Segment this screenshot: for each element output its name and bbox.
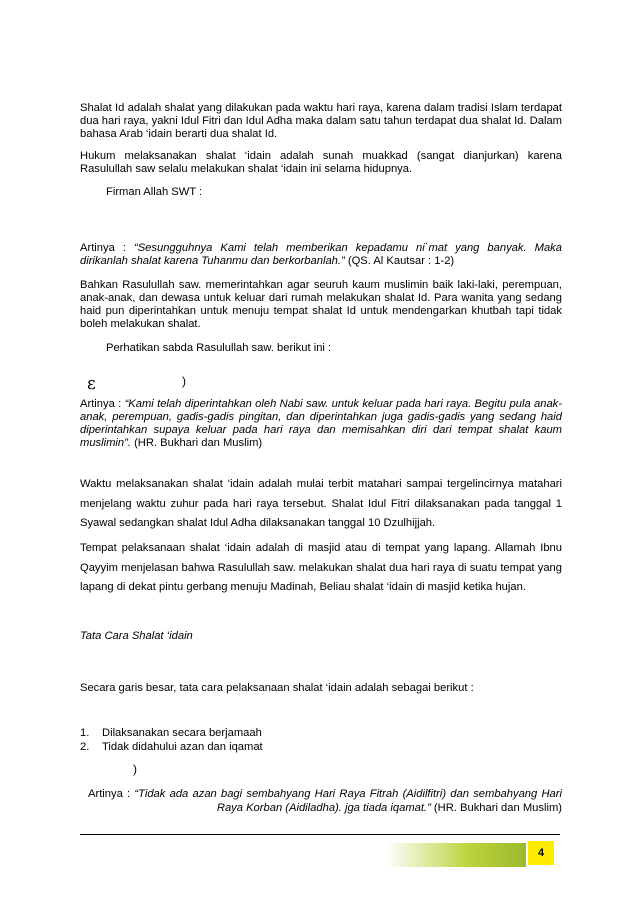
artinya-source: (HR. Bukhari dan Muslim) <box>130 437 263 449</box>
perhatikan-label: Perhatikan sabda Rasulullah saw. berikut ini : <box>106 342 332 354</box>
artinya-quote: “Sesungguhnya Kami telah memberikan kepadamu ni`mat yang banyak. Maka dirikanlah shalat karena Tuhanmu dan berkorbanlah.” <box>80 242 562 267</box>
firman-label: Firman Allah SWT : <box>106 186 203 198</box>
artinya-prefix: Artinya : <box>80 398 125 410</box>
artinya-prefix: Artinya : <box>88 788 135 800</box>
page-number: 4 <box>528 841 554 865</box>
list-text: Dilaksanakan secara berjamaah <box>102 727 262 739</box>
list-number: 1. <box>80 727 90 739</box>
list-text: Tidak didahului azan dan iqamat <box>102 741 263 753</box>
arabic-fragment-paren: ) <box>133 762 137 776</box>
list-number: 2. <box>80 741 90 753</box>
tata-cara-intro: Secara garis besar, tata cara pelaksanaan shalat ‘idain adalah sebagai berikut : <box>80 682 474 694</box>
waktu-paragraph: Waktu melaksanakan shalat ‘idain adalah mulai terbit matahari sampai tergelincirnya matahari menjelang waktu zuhur pada hari raya tersebut. Shalat Idul Fitri dilaksanakan pada tanggal 1 Syawal sedangkan shalat Idul Adha dilaksanakan tanggal 10 Dzulhijjah. <box>80 478 562 529</box>
artinya-source: (HR. Bukhari dan Muslim) <box>430 802 562 814</box>
artinya-quote: “Tidak ada azan bagi sembahyang Hari Raya Fitrah (Aidilfitri) dan sembahyang Hari Raya Korban (Aidiladha). jga tiada iqamat.” <box>134 788 562 814</box>
intro-paragraph: Shalat Id adalah shalat yang dilakukan pada waktu hari raya, karena dalam tradisi Islam terdapat dua hari raya, yakni Idul Fitri dan Idul Adha maka dalam satu tahun terdapat dua shalat Id. Dalam bahasa Arab ‘idain berarti dua shalat Id. <box>80 102 562 140</box>
artinya-source: (QS. Al Kautsar : 1-2) <box>344 255 455 267</box>
list-item <box>80 727 262 740</box>
artinya-hadith <box>80 398 562 450</box>
artinya-quote: “Kami telah diperintahkan oleh Nabi saw. untuk keluar pada hari raya. Begitu pula anak-anak, perempuan, gadis-gadis pingitan, dan diperintahkan juga gadis-gadis yang sedang haid diperintahkan supaya keluar pada hari raya dan memisahkan diri dari tempat shalat kaum muslimin”. <box>80 398 562 449</box>
artinya-prefix: Artinya : <box>80 242 134 254</box>
arabic-fragment-paren: ) <box>182 374 186 388</box>
section-heading: Tata Cara Shalat ‘idain <box>80 630 193 642</box>
arabic-fragment-glyph: ε <box>87 374 96 394</box>
artinya-kautsar <box>80 242 562 268</box>
artinya-azan <box>88 787 562 815</box>
footer-accent-bar <box>386 843 526 867</box>
tempat-paragraph: Tempat pelaksanaan shalat ‘idain adalah di masjid atau di tempat yang lapang. Allamah Ibnu Qayyim menjelasan bahwa Rasulullah saw. melakukan shalat dua hari raya di suatu tempat yang lapang di dekat pintu gerbang menuju Madinah, Beliau shalat ‘idain di masjid ketika hujan. <box>80 542 562 593</box>
bahkan-paragraph: Bahkan Rasulullah saw. memerintahkan agar seuruh kaum muslimin baik laki-laki, perempuan, anak-anak, dan dewasa untuk keluar dari rumah melakukan shalat Id. Para wanita yang sedang haid pun diperintahkan untuk menuju tempat shalat Id untuk mendengarkan khutbah tapi tidak boleh melakukan shalat. <box>80 279 562 330</box>
hukum-paragraph: Hukum melaksanakan shalat ‘idain adalah sunah muakkad (sangat dianjurkan) karena Rasulullah saw selalu melakukan shalat ‘idain ini selama hidupnya. <box>80 150 562 175</box>
footer-divider <box>80 834 560 835</box>
list-item <box>80 741 263 754</box>
